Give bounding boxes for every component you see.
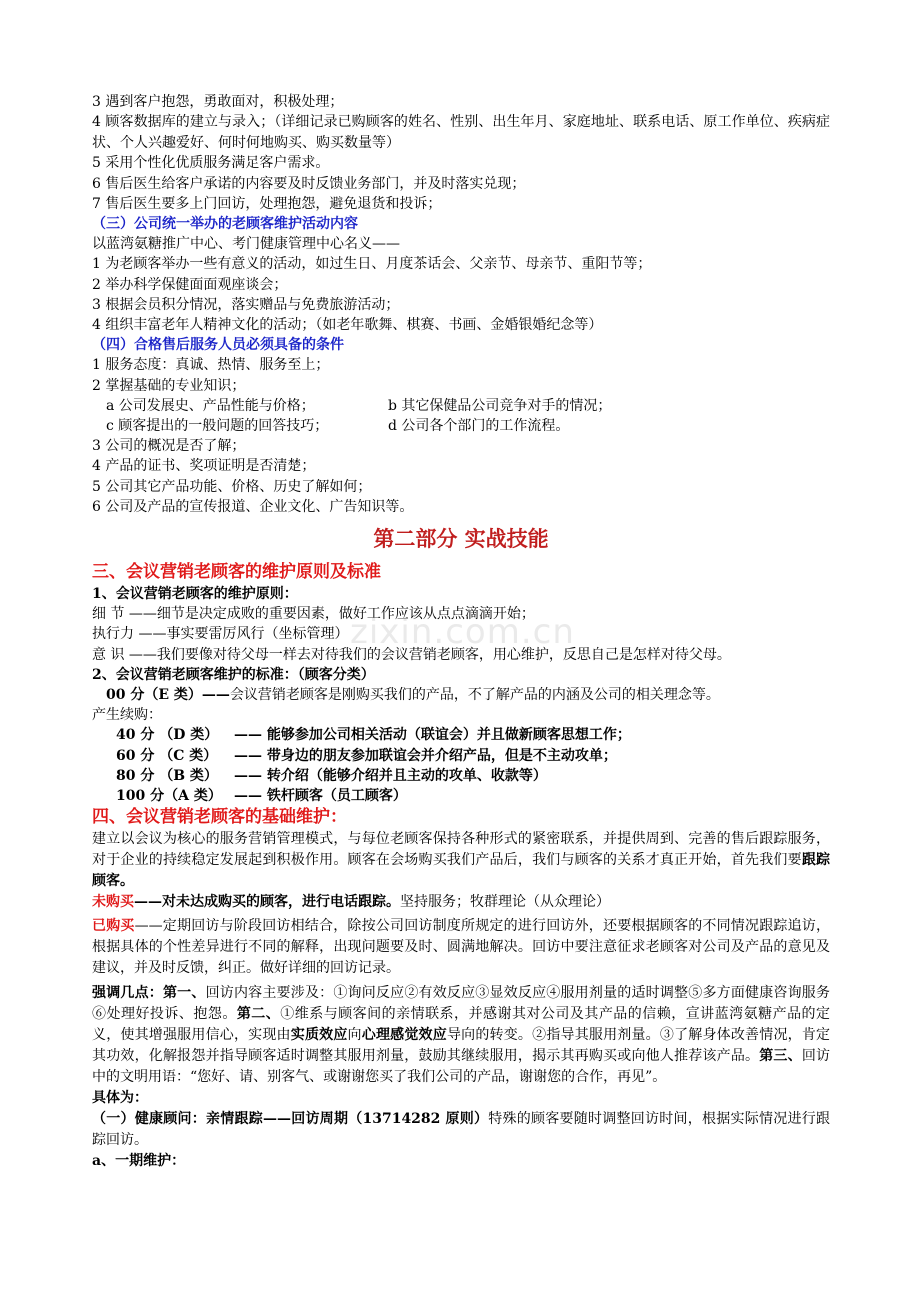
- paragraph-text: 回访中的文明用语：“您好、请、别客气、或谢谢您买了我们公司的产品，谢谢您的合作，再见”。: [92, 1048, 831, 1086]
- level-text: —— 铁杆顾客（员工顾客）: [234, 788, 407, 805]
- level-label: 60 分 （C 类）: [116, 747, 218, 764]
- paragraph-text: 建立以会议为核心的服务营销管理模式，与每位老顾客保持各种形式的紧密联系，并提供周到、完善的售后跟踪服务，对于企业的持续稳定发展起到积极作用。顾客在会场购买我们产品后，我们与顾客的关系才真正开始，首先我们要: [92, 831, 830, 869]
- emphasis-text: （一）健康顾问：亲情跟踪——回访周期（13714282 原则）: [92, 1110, 489, 1127]
- subheading: a、一期维护：: [92, 1152, 186, 1169]
- sub-item: c 顾客提出的一般问题的回答技巧；: [106, 418, 329, 435]
- level-continuation: 产生续购：: [92, 707, 162, 724]
- emphasis-text: 心理感觉效应: [361, 1027, 447, 1044]
- principle-item: 执行力 ——事实要雷厉风行（坐标管理）: [92, 626, 349, 643]
- level-row: [92, 786, 830, 806]
- list-item: 3 遇到客户抱怨，勇敢面对，积极处理；: [92, 94, 344, 110]
- paragraph-text: ——定期回访与阶段回访相结合，除按公司回访制度所规定的进行回访外，还要根据顾客的不同情况跟踪追访，根据具体的个性差异进行不同的解释，出现问题要及时、圆满地解决。回访中要注意征求老顾客对公司及产品的意见及建议，并及时反馈，纠正。做好详细的回访记录。: [92, 918, 831, 977]
- part-title: 第二部分 实战技能: [373, 526, 549, 552]
- list-item: 4 顾客数据库的建立与录入；（详细记录已购顾客的姓名、性别、出生年月、家庭地址、联系电话、原工作单位、疾病症状、个人兴趣爱好、何时何地购买、购买数量等）: [92, 114, 830, 151]
- label-purchased: 已购买: [92, 918, 135, 935]
- emphasis-text: 跟踪顾客。: [92, 852, 831, 890]
- section-heading-requirements: （四）合格售后服务人员必须具备的条件: [92, 337, 344, 354]
- sub-item: b 其它保健品公司竞争对手的情况；: [388, 397, 612, 414]
- service-steps-list: [92, 92, 830, 214]
- list-item: 2 掌握基础的专业知识；: [92, 377, 246, 394]
- level-label: 80 分 （B 类）: [116, 767, 218, 784]
- emphasis-text: 第二、: [236, 1006, 281, 1023]
- sub-list-row: [92, 396, 830, 416]
- emphasis-text: 强调几点：第一、: [92, 985, 206, 1002]
- principle-item: 细 节 ——细节是决定成败的重要因素，做好工作应该从点点滴滴开始；: [92, 606, 535, 623]
- subheading: 1、会议营销老顾客的维护原则：: [92, 586, 298, 603]
- list-item: 1 为老顾客举办一些有意义的活动，如过生日、月度茶话会、父亲节、母亲节、重阳节等；: [92, 256, 652, 273]
- level-text: —— 转介绍（能够介绍并且主动的攻单、收款等）: [234, 767, 547, 784]
- level-row: [92, 766, 830, 786]
- label-not-purchased: 未购买: [92, 894, 134, 911]
- list-item: 4 产品的证书、奖项证明是否清楚；: [92, 458, 316, 475]
- list-item: 3 公司的概况是否了解；: [92, 438, 246, 455]
- sub-list-row: [92, 416, 830, 436]
- watermark: zixin.com.cn: [350, 612, 575, 652]
- emphasis-text: 实质效应: [290, 1027, 348, 1044]
- level-row: [92, 746, 830, 766]
- paragraph-text: 导向的转变。②指导其服用剂量。③了解身体改善情况，肯定其功效，化解报怨并指导顾客适时调整其服用剂量，鼓励其继续服用，揭示其再购买或向他人推荐该产品。: [92, 1027, 831, 1065]
- level-text: 会议营销老顾客是刚购买我们的产品，不了解产品的内涵及公司的相关理念等。: [229, 687, 720, 704]
- level-row: [92, 725, 830, 745]
- list-item: 6 售后医生给客户承诺的内容要及时反馈业务部门，并及时落实兑现；: [92, 175, 526, 192]
- paragraph: [92, 1109, 830, 1151]
- paragraph: [92, 829, 830, 892]
- section-heading-principles: 三、会议营销老顾客的维护原则及标准: [92, 562, 381, 583]
- paragraph-text: 回访内容主要涉及：①询问反应②有效反应③显效反应④服用剂量的适时调整⑤多方面健康咨询服务⑥处理好投诉、抱怨。: [92, 985, 831, 1023]
- paragraph-text: ①维系与顾客间的亲情联系，并感谢其对公司及其产品的信赖，宣讲蓝湾氨糖产品的定义，使其增强服用信心，实现由: [92, 1006, 831, 1044]
- section-intro: 以蓝湾氨糖推广中心、考门健康管理中心名义——: [92, 236, 400, 253]
- level-label: 40 分 （D 类）: [116, 727, 219, 744]
- level-label: 00 分（E 类）——: [106, 687, 230, 704]
- list-item: 1 服务态度：真诚、热情、服务至上；: [92, 357, 330, 374]
- paragraph-text: 特殊的顾客要随时调整回访时间，根据实际情况进行跟踪回访。: [92, 1110, 830, 1148]
- level-text: —— 带身边的朋友参加联谊会并介绍产品，但是不主动攻单；: [234, 747, 617, 764]
- paragraph: [92, 983, 830, 1088]
- paragraph-text: 坚持服务；牧群理论（从众理论）: [400, 894, 610, 911]
- principle-item: 意 识 ——我们要像对待父母一样去对待我们的会议营销老顾客，用心维护，反思自己是怎样对待父母。: [92, 646, 731, 663]
- list-item: 3 根据会员积分情况，落实赠品与免费旅游活动；: [92, 296, 400, 313]
- list-item: 5 采用个性化优质服务满足客户需求。: [92, 155, 330, 172]
- paragraph: [92, 892, 830, 912]
- emphasis-text: 第三、: [759, 1048, 802, 1065]
- sub-item: d 公司各个部门的工作流程。: [388, 418, 570, 435]
- level-text: —— 能够参加公司相关活动（联谊会）并且做新顾客思想工作；: [234, 727, 631, 744]
- list-item: 6 公司及产品的宣传报道、企业文化、广告知识等。: [92, 498, 414, 515]
- section-heading-basic-maintenance: 四、会议营销老顾客的基础维护：: [92, 807, 347, 828]
- subheading: 2、会议营销老顾客维护的标准：（顾客分类）: [92, 666, 375, 683]
- list-item: 5 公司其它产品功能、价格、历史了解如何；: [92, 478, 372, 495]
- list-item: 4 组织丰富老年人精神文化的活动；（如老年歌舞、棋赛、书画、金婚银婚纪念等）: [92, 317, 603, 334]
- emphasis-text: ——对未达成购买的顾客，进行电话跟踪。: [134, 894, 400, 911]
- level-label: 100 分（A 类）: [116, 788, 222, 805]
- paragraph-text: 向: [347, 1027, 362, 1044]
- list-item: 7 售后医生要多上门回访，处理抱怨，避免退货和投诉；: [92, 195, 442, 212]
- sub-item: a 公司发展史、产品性能与价格；: [106, 397, 315, 414]
- subheading: 具体为：: [92, 1090, 148, 1107]
- list-item: 2 举办科学保健面面观座谈会；: [92, 276, 288, 293]
- level-row: [92, 685, 830, 705]
- paragraph: [92, 916, 830, 979]
- section-heading-activities: （三）公司统一举办的老顾客维护活动内容: [92, 216, 358, 232]
